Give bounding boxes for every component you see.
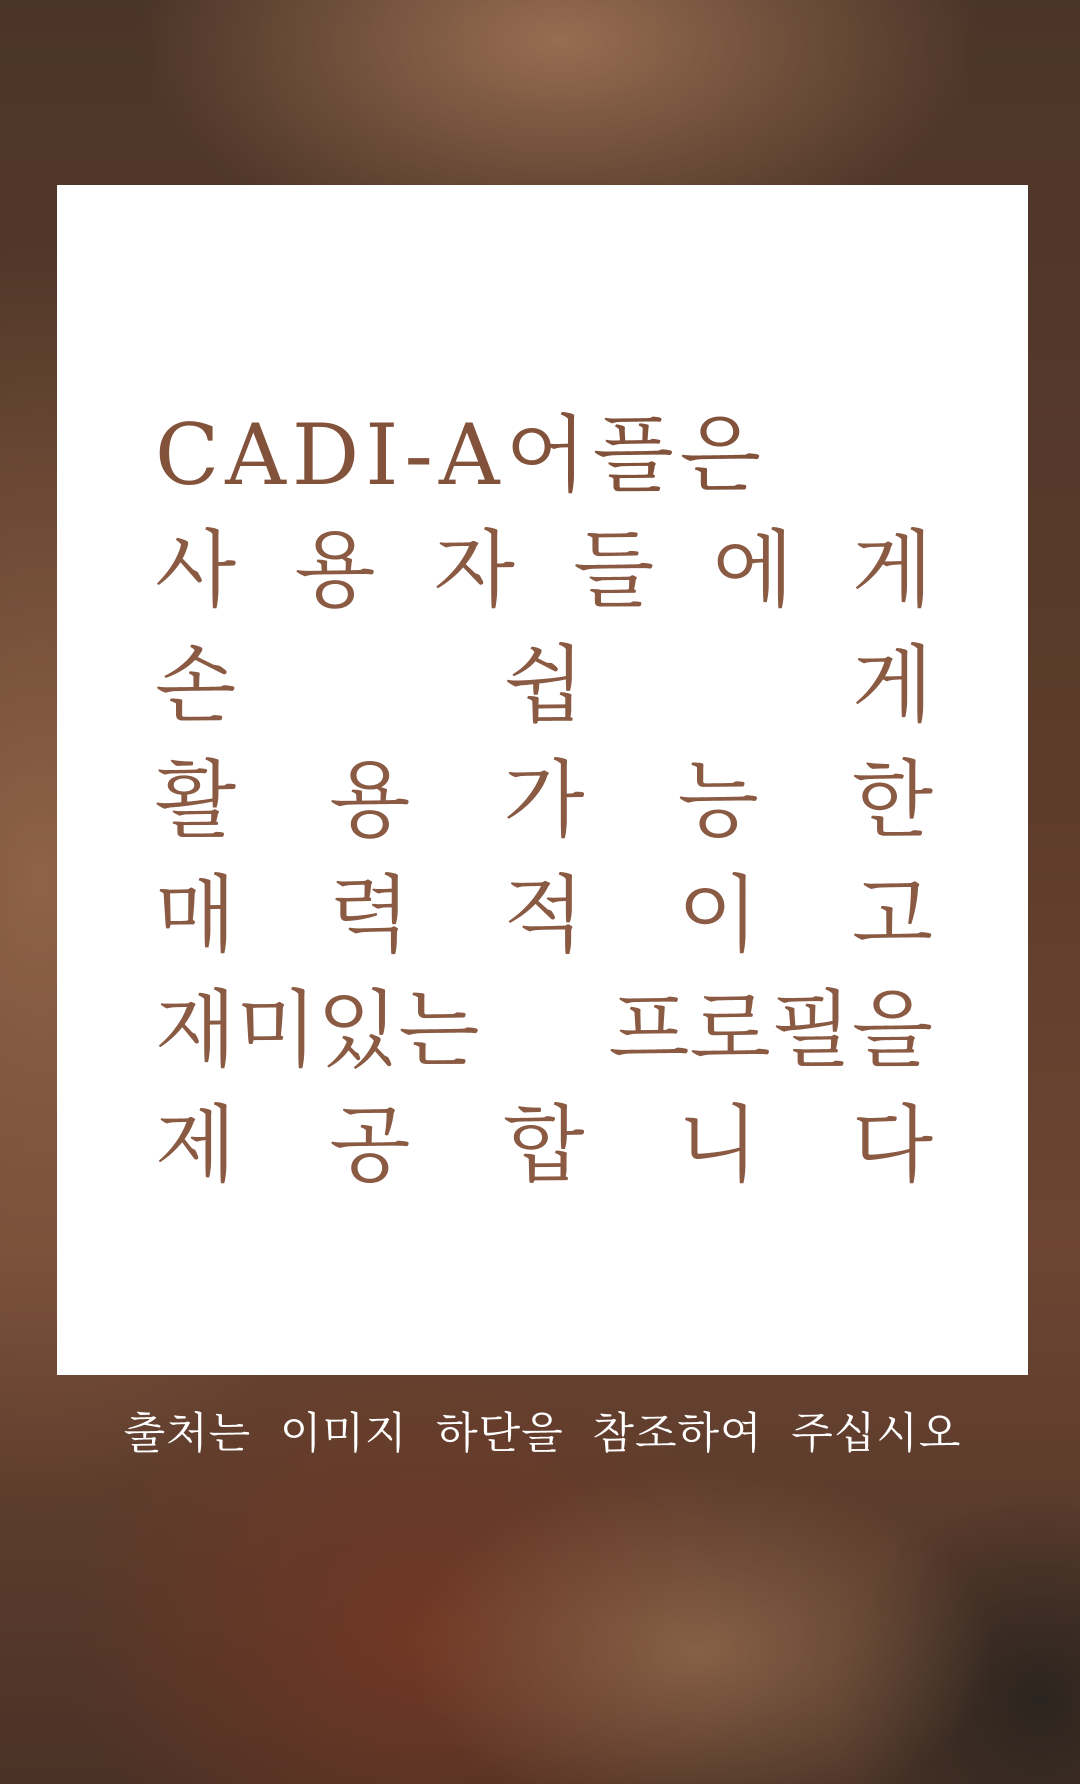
poem-char: 용 (294, 520, 376, 619)
poem-word: 재미있는 (155, 980, 480, 1079)
poem-char: 력 (329, 865, 411, 964)
poem-line-5 (155, 857, 933, 972)
poem-line-1-text: CADI-A어플은 (155, 405, 767, 504)
poem-char: 게 (851, 635, 933, 734)
poem-char: 사 (155, 520, 237, 619)
poem-char: 매 (155, 865, 237, 964)
poem-char: 자 (433, 520, 515, 619)
source-caption: 출처는 이미지 하단을 참조하여 주십시오 (123, 1409, 962, 1459)
poem-char: 활 (155, 750, 237, 849)
poem-line-3 (155, 627, 933, 742)
poem-char: 손 (155, 635, 237, 734)
poem-char: 고 (851, 865, 933, 964)
poem-line-4 (155, 742, 933, 857)
poem-char: 제 (155, 1095, 237, 1194)
poem-char: 공 (329, 1095, 411, 1194)
poem-char: 다 (851, 1095, 933, 1194)
text-card (57, 185, 1028, 1375)
poem-text-block (155, 397, 933, 1202)
poem-char: 이 (677, 865, 759, 964)
poem-char: 용 (329, 750, 411, 849)
poem-line-7 (155, 1087, 933, 1202)
poem-char: 능 (677, 750, 759, 849)
poem-char: 들 (573, 520, 655, 619)
poem-char: 니 (677, 1095, 759, 1194)
poem-word: 프로필을 (608, 980, 933, 1079)
poem-line-1 (155, 397, 933, 512)
poem-char: 적 (503, 865, 585, 964)
poem-line-2 (155, 512, 933, 627)
poem-line-6 (155, 972, 933, 1087)
poem-char: 에 (712, 520, 794, 619)
poem-char: 가 (503, 750, 585, 849)
poem-char: 게 (851, 520, 933, 619)
poem-char: 쉽 (503, 635, 585, 734)
poem-char: 한 (851, 750, 933, 849)
poem-char: 합 (503, 1095, 585, 1194)
